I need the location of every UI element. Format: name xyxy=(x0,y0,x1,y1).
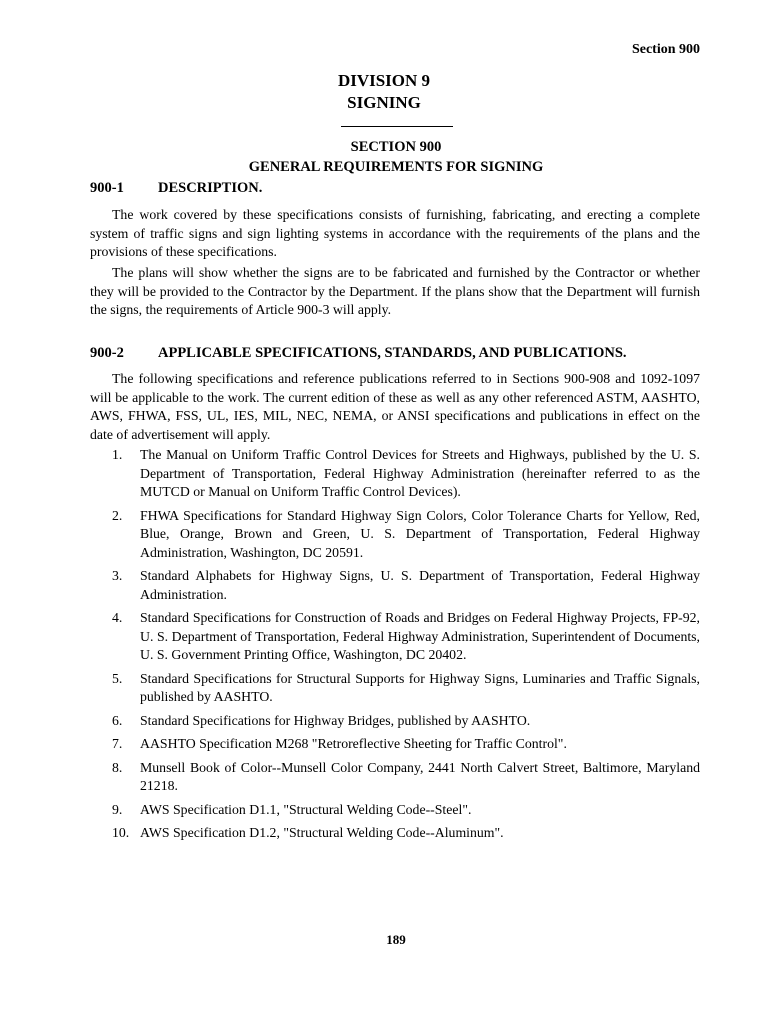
list-item-number: 10. xyxy=(112,825,130,840)
list-item xyxy=(90,801,700,820)
running-head: Section 900 xyxy=(631,42,700,57)
list-item-number: 2. xyxy=(112,507,123,523)
list-item-number: 6. xyxy=(112,712,123,728)
list-item xyxy=(90,446,700,502)
list-item xyxy=(90,670,700,707)
subsection-title: APPLICABLE SPECIFICATIONS, STANDARDS, AND PUBLICATIONS. xyxy=(158,345,627,361)
section-title: GENERAL REQUIREMENTS FOR SIGNING xyxy=(248,159,544,175)
list-item-number: 8. xyxy=(112,759,123,775)
list-item-number: 1. xyxy=(112,447,123,462)
list-item-number: 4. xyxy=(112,610,123,625)
paragraph: The work covered by these specifications consists of furnishing, fabricating, and erecting a complete system of traffic signs and sign lighting systems in accordance with the requirements of the plans and the provisions of these specifications. xyxy=(90,207,700,259)
division-heading xyxy=(0,70,768,114)
list-item-number: 5. xyxy=(112,670,123,686)
list-item-text: AWS Specification D1.1, "Structural Welding Code--Steel". xyxy=(140,801,472,817)
division-number: DIVISION 9 xyxy=(337,71,431,90)
page-number: 189 xyxy=(386,932,406,947)
list-item-number: 9. xyxy=(112,801,123,817)
list-item xyxy=(90,507,700,563)
paragraph: The plans will show whether the signs are to be fabricated and furnished by the Contractor or whether they will be provided to the Contractor by the Department. If the plans show that the Department will furnish the signs, the requirements of Article 900-3 will apply. xyxy=(90,265,700,317)
section-heading xyxy=(0,137,768,177)
publications-list xyxy=(90,446,700,848)
list-item xyxy=(90,824,700,843)
list-item-text: AWS Specification D1.2, "Structural Welding Code--Aluminum". xyxy=(140,825,504,840)
subsection-number: 900-1 xyxy=(90,180,124,196)
list-item xyxy=(90,712,700,731)
list-item-text: AASHTO Specification M268 "Retroreflective Sheeting for Traffic Control". xyxy=(140,736,567,751)
list-item xyxy=(90,609,700,665)
list-item-text: Munsell Book of Color--Munsell Color Company, 2441 North Calvert Street, Baltimore, Maryland 21218. xyxy=(140,759,700,793)
paragraph: The following specifications and reference publications referred to in Sections 900-908 and 1092-1097 will be applicable to the work. The current edition of these as well as any other referenced ASTM, AASHTO, AWS, FHWA, FSS, UL, IES, MIL, NEC, NEMA, or ANSI specifications and publications in effect on the date of advertisement will apply. xyxy=(90,371,700,442)
list-item-text: FHWA Specifications for Standard Highway Sign Colors, Color Tolerance Charts for Yellow, Red, Blue, Orange, Brown and Green, U. S. Department of Transportation, Federal Highway Administration, Washington, DC 20591. xyxy=(140,507,700,560)
subsection-number: 900-2 xyxy=(90,345,124,361)
list-item xyxy=(90,759,700,796)
heading-rule xyxy=(341,126,453,127)
list-item xyxy=(90,567,700,604)
section-number: SECTION 900 xyxy=(350,139,442,155)
subsection-heading-900-2 xyxy=(90,345,627,362)
subsection-heading-900-1 xyxy=(90,180,262,197)
list-item-text: The Manual on Uniform Traffic Control Devices for Streets and Highways, published by the U. S. Department of Transportation, Federal Highway Administration (hereinafter referred to as the MUTCD or Manual on Uniform Traffic Control Devices). xyxy=(140,447,700,499)
list-item-number: 7. xyxy=(112,736,123,751)
list-item-text: Standard Alphabets for Highway Signs, U. S. Department of Transportation, Federal Highway Administration. xyxy=(140,568,700,602)
list-item-text: Standard Specifications for Highway Bridges, published by AASHTO. xyxy=(140,712,531,728)
list-item-text: Standard Specifications for Construction of Roads and Bridges on Federal Highway Projects, FP-92, U. S. Department of Transportation, Federal Highway Administration, Superintendent of Documents, U. S. Government Printing Office, Washington, DC 20402. xyxy=(140,610,700,662)
list-item-text: Standard Specifications for Structural Supports for Highway Signs, Luminaries and Traffic Signals, published by AASHTO. xyxy=(140,670,700,704)
subsection-title: DESCRIPTION. xyxy=(158,180,263,196)
division-title: SIGNING xyxy=(347,93,421,112)
list-item xyxy=(90,735,700,754)
list-item-number: 3. xyxy=(112,568,123,583)
